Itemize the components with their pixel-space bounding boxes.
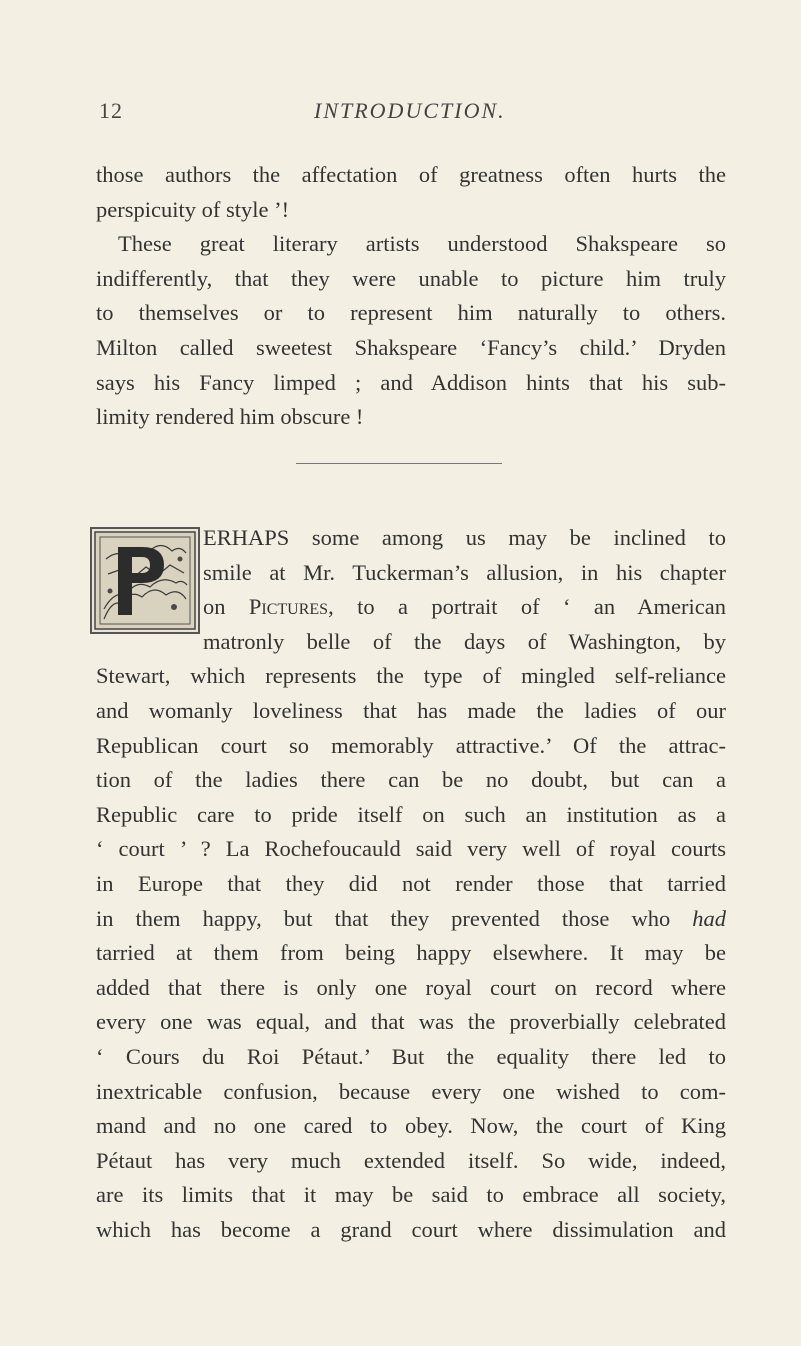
text-line: perspicuity of style ’! — [96, 196, 290, 222]
page-number: 12 — [99, 98, 123, 123]
text-line: added that there is only one royal court on record where — [96, 974, 726, 1000]
text-line: tion of the ladies there can be no doubt, but can a — [96, 767, 726, 793]
text-line: those authors the affectation of greatness often hurts the — [96, 162, 726, 187]
text-line: Republican court so memorably attractive.’ Of the attrac- — [96, 732, 726, 758]
paragraph-2 — [96, 521, 726, 1247]
text-line: Milton called sweetest Shakspeare ‘Fancy’s child.’ Dryden — [96, 334, 726, 360]
text-run: on — [203, 594, 249, 620]
text-line: and womanly loveliness that has made the ladies of our — [96, 697, 726, 723]
text-line: to themselves or to represent him naturally to others. — [96, 300, 726, 326]
text-line: ERHAPS some among us may be inclined to — [203, 525, 726, 550]
text-line: Republic care to pride itself on such an institution as a — [96, 801, 726, 827]
paragraph-1 — [96, 158, 726, 435]
text-line: limity rendered him obscure ! — [96, 404, 364, 430]
text-line: indifferently, that they were unable to picture him truly — [96, 265, 726, 291]
text-line — [203, 590, 726, 625]
italic-text: had — [692, 905, 726, 931]
text-line: tarried at them from being happy elsewhere. It may be — [96, 940, 726, 966]
text-line: says his Fancy limped ; and Addison hints that his sub- — [96, 369, 726, 395]
text-line: smile at Mr. Tuckerman’s allusion, in his chapter — [203, 559, 726, 585]
text-line: matronly belle of the days of Washington, by — [203, 628, 726, 654]
text-line: which has become a grand court where dissimulation and — [96, 1216, 726, 1242]
text-line: Stewart, which represents the type of mingled self-reliance — [96, 663, 726, 689]
text-line: ‘ court ’ ? La Rochefoucauld said very well of royal courts — [96, 836, 726, 862]
text-run: , to a portrait of ‘ an American — [328, 594, 727, 620]
text-run: in them happy, but that they prevented those who — [96, 905, 693, 931]
text-line: These great literary artists understood Shakspeare so — [118, 231, 726, 257]
small-caps-text: Pictures — [248, 594, 329, 620]
text-line: ‘ Cours du Roi Pétaut.’ But the equality there led to — [96, 1043, 726, 1069]
text-line: in Europe that they did not render those that tarried — [96, 870, 726, 896]
section-divider — [296, 463, 502, 464]
text-line: mand and no one cared to obey. Now, the court of King — [96, 1113, 726, 1139]
text-line: inextricable confusion, because every one wished to com- — [96, 1078, 726, 1104]
text-line: are its limits that it may be said to embrace all society, — [96, 1182, 726, 1208]
text-line: Pétaut has very much extended itself. So wide, indeed, — [96, 1147, 726, 1173]
running-head: INTRODUCTION. — [314, 98, 506, 123]
text-line — [96, 902, 726, 937]
text-line: every one was equal, and that was the proverbially celebrated — [96, 1009, 726, 1035]
